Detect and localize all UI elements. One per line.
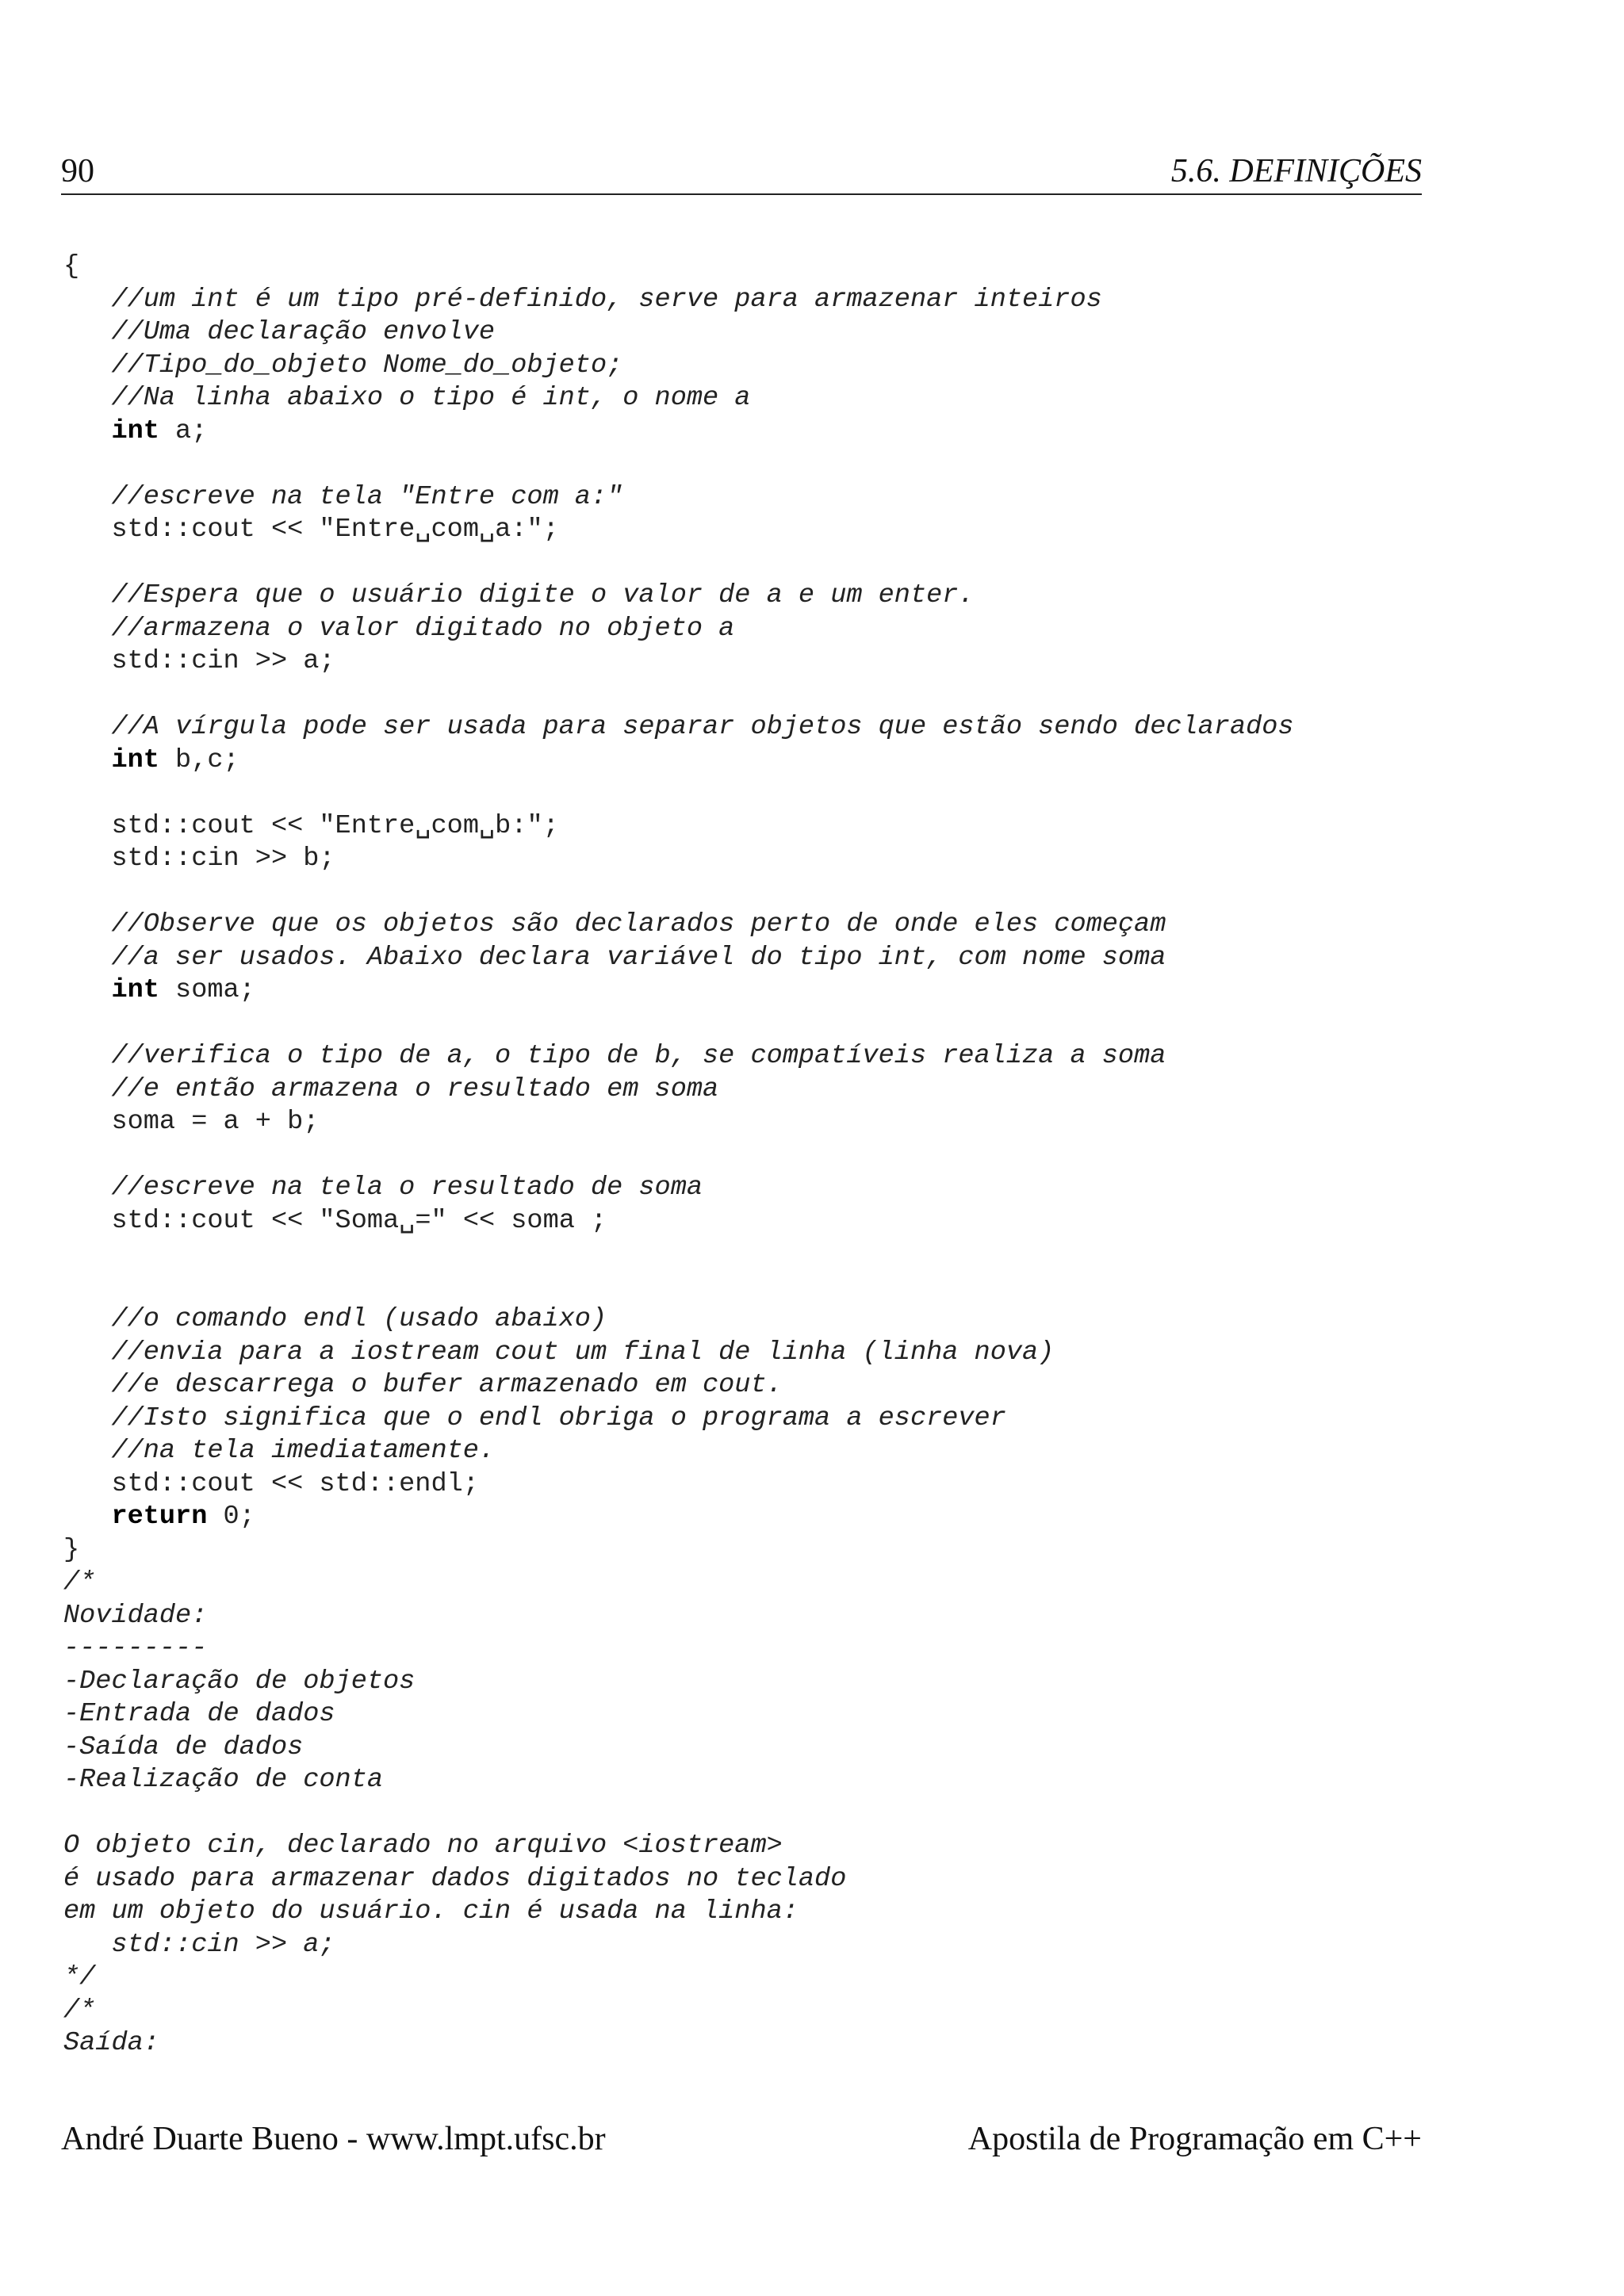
comment-line: //e então armazena o resultado em soma (63, 1073, 719, 1104)
comment-line: //Uma declaração envolve (63, 317, 496, 347)
comment-line: -Entrada de dados (63, 1699, 335, 1729)
code-line (63, 1501, 1427, 1534)
comment-line: //escreve na tela "Entre com a:" (63, 481, 623, 512)
page-footer (61, 2117, 1422, 2161)
keyword: int (111, 975, 159, 1005)
comment-line: O objeto cin, declarado no arquivo <iostream> (63, 1831, 783, 1861)
comment-line: //verifica o tipo de a, o tipo de b, se compatíveis realiza a soma (63, 1041, 1166, 1071)
page-number: 90 (61, 153, 94, 189)
code-indent (63, 416, 111, 446)
code-indent (63, 745, 111, 775)
code-line (63, 744, 1427, 778)
code-indent (63, 975, 111, 1005)
code-line: std::cout << std::endl; (63, 1468, 479, 1499)
comment-line: //um int é um tipo pré-definido, serve para armazenar inteiros (63, 284, 1102, 315)
code-line (63, 415, 1427, 449)
footer-book-title: Apostila de Programação em C++ (967, 2121, 1422, 2157)
code-line: std::cout << "Entre␣com␣a:"; (63, 515, 559, 545)
comment-line: /* (63, 1995, 96, 2026)
blank-line (63, 1271, 1427, 1304)
code-line: std::cin >> b; (63, 844, 335, 874)
comment-line: /* (63, 1567, 96, 1598)
comment-line: //a ser usados. Abaixo declara variável do tipo int, com nome soma (63, 942, 1166, 973)
blank-line (63, 679, 1427, 712)
blank-line (63, 1008, 1427, 1041)
section-title: 5.6. DEFINIÇÕES (1170, 153, 1422, 189)
code-rest: a; (159, 415, 208, 446)
comment-line: -Declaração de objetos (63, 1666, 416, 1697)
comment-line: //Tipo_do_objeto Nome_do_objeto; (63, 350, 623, 381)
comment-line: -Realização de conta (63, 1765, 384, 1795)
code-rest: b,c; (159, 744, 239, 775)
code-rest: 0; (207, 1502, 255, 1532)
comment-line: //envia para a iostream cout um final de linha (linha nova) (63, 1337, 1055, 1368)
comment-line: //A vírgula pode ser usada para separar objetos que estão sendo declarados (63, 712, 1294, 742)
code-line: std::cout << "Soma␣=" << soma ; (63, 1205, 607, 1236)
blank-line (63, 1238, 1427, 1271)
code-line: } (63, 1534, 80, 1565)
code-line: std::cout << "Entre␣com␣b:"; (63, 810, 559, 841)
code-listing (63, 251, 1427, 2061)
keyword: return (111, 1502, 208, 1532)
page-header (61, 149, 1422, 195)
comment-line: //Isto significa que o endl obriga o programa a escrever (63, 1402, 1006, 1433)
code-rest: soma; (159, 975, 255, 1005)
comment-line: //escreve na tela o resultado de soma (63, 1173, 703, 1203)
comment-line: //e descarrega o bufer armazenado em cout. (63, 1370, 783, 1400)
comment-line: //na tela imediatamente. (63, 1436, 496, 1466)
blank-line (63, 1797, 1427, 1831)
comment-line: --------- (63, 1633, 208, 1663)
comment-line: std::cin >> a; (63, 1929, 335, 1960)
comment-line: //Na linha abaixo o tipo é int, o nome a (63, 383, 751, 413)
code-line: soma = a + b; (63, 1107, 320, 1137)
blank-line (63, 876, 1427, 909)
blank-line (63, 1139, 1427, 1173)
code-line (63, 974, 1427, 1008)
footer-author: André Duarte Bueno - www.lmpt.ufsc.br (61, 2121, 606, 2157)
comment-line: //o comando endl (usado abaixo) (63, 1304, 607, 1334)
blank-line (63, 547, 1427, 580)
code-line: std::cin >> a; (63, 646, 335, 676)
comment-line: */ (63, 1962, 96, 1992)
comment-line: em um objeto do usuário. cin é usada na linha: (63, 1896, 799, 1927)
comment-line: é usado para armazenar dados digitados no teclado (63, 1863, 847, 1894)
code-line: { (63, 251, 80, 281)
code-indent (63, 1502, 111, 1532)
comment-line: //Espera que o usuário digite o valor de a e um enter. (63, 580, 975, 610)
comment-line: Novidade: (63, 1600, 208, 1631)
keyword: int (111, 744, 159, 775)
keyword: int (111, 415, 159, 446)
blank-line (63, 777, 1427, 810)
comment-line: Saída: (63, 2028, 159, 2058)
comment-line: //armazena o valor digitado no objeto a (63, 613, 735, 644)
blank-line (63, 448, 1427, 481)
comment-line: -Saída de dados (63, 1732, 304, 1762)
comment-line: //Observe que os objetos são declarados perto de onde eles começam (63, 909, 1166, 939)
